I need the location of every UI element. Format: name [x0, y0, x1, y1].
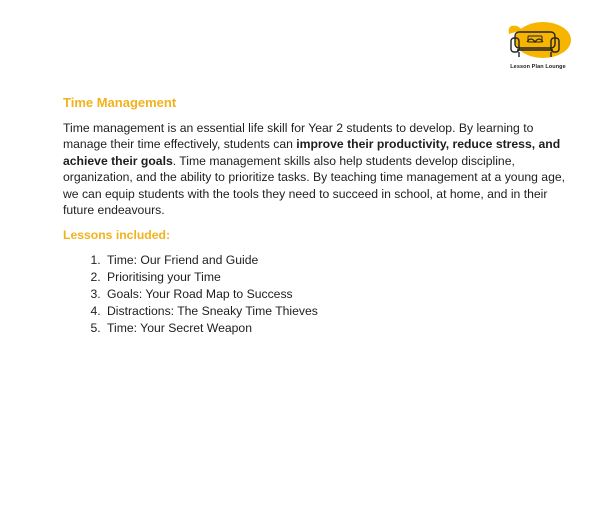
section-title: Time Management — [63, 95, 177, 110]
intro-paragraph — [63, 120, 573, 218]
sofa-icon — [503, 20, 573, 64]
logo-text: Lesson Plan Lounge — [510, 64, 566, 70]
main-content — [63, 94, 573, 336]
list-item: 5. Time: Your Secret Weapon — [104, 320, 573, 337]
list-item: 1. Time: Our Friend and Guide — [104, 252, 573, 269]
list-item: 3. Goals: Your Road Map to Success — [104, 286, 573, 303]
list-item: 4. Distractions: The Sneaky Time Thieves — [104, 303, 573, 320]
intro-text-bold: improve their productivity, reduce stress, and achieve their goals — [63, 137, 561, 168]
lessons-list — [63, 252, 573, 336]
list-item: 2. Prioritising your Time — [104, 269, 573, 286]
intro-text-1: Time management is an essential life skill for Year 2 students to develop. By learning to manage their time effectively, students can — [63, 121, 534, 152]
intro-text-2: . Time management skills also help students develop discipline, organization, and the ability to prioritize tasks. By teaching time management at a young age, we can equip students with the tools they need to succeed in school, at home, and in their future endeavours. — [63, 153, 566, 218]
lessons-heading: Lessons included: — [63, 228, 170, 243]
lesson-plan-lounge-logo — [503, 20, 573, 76]
